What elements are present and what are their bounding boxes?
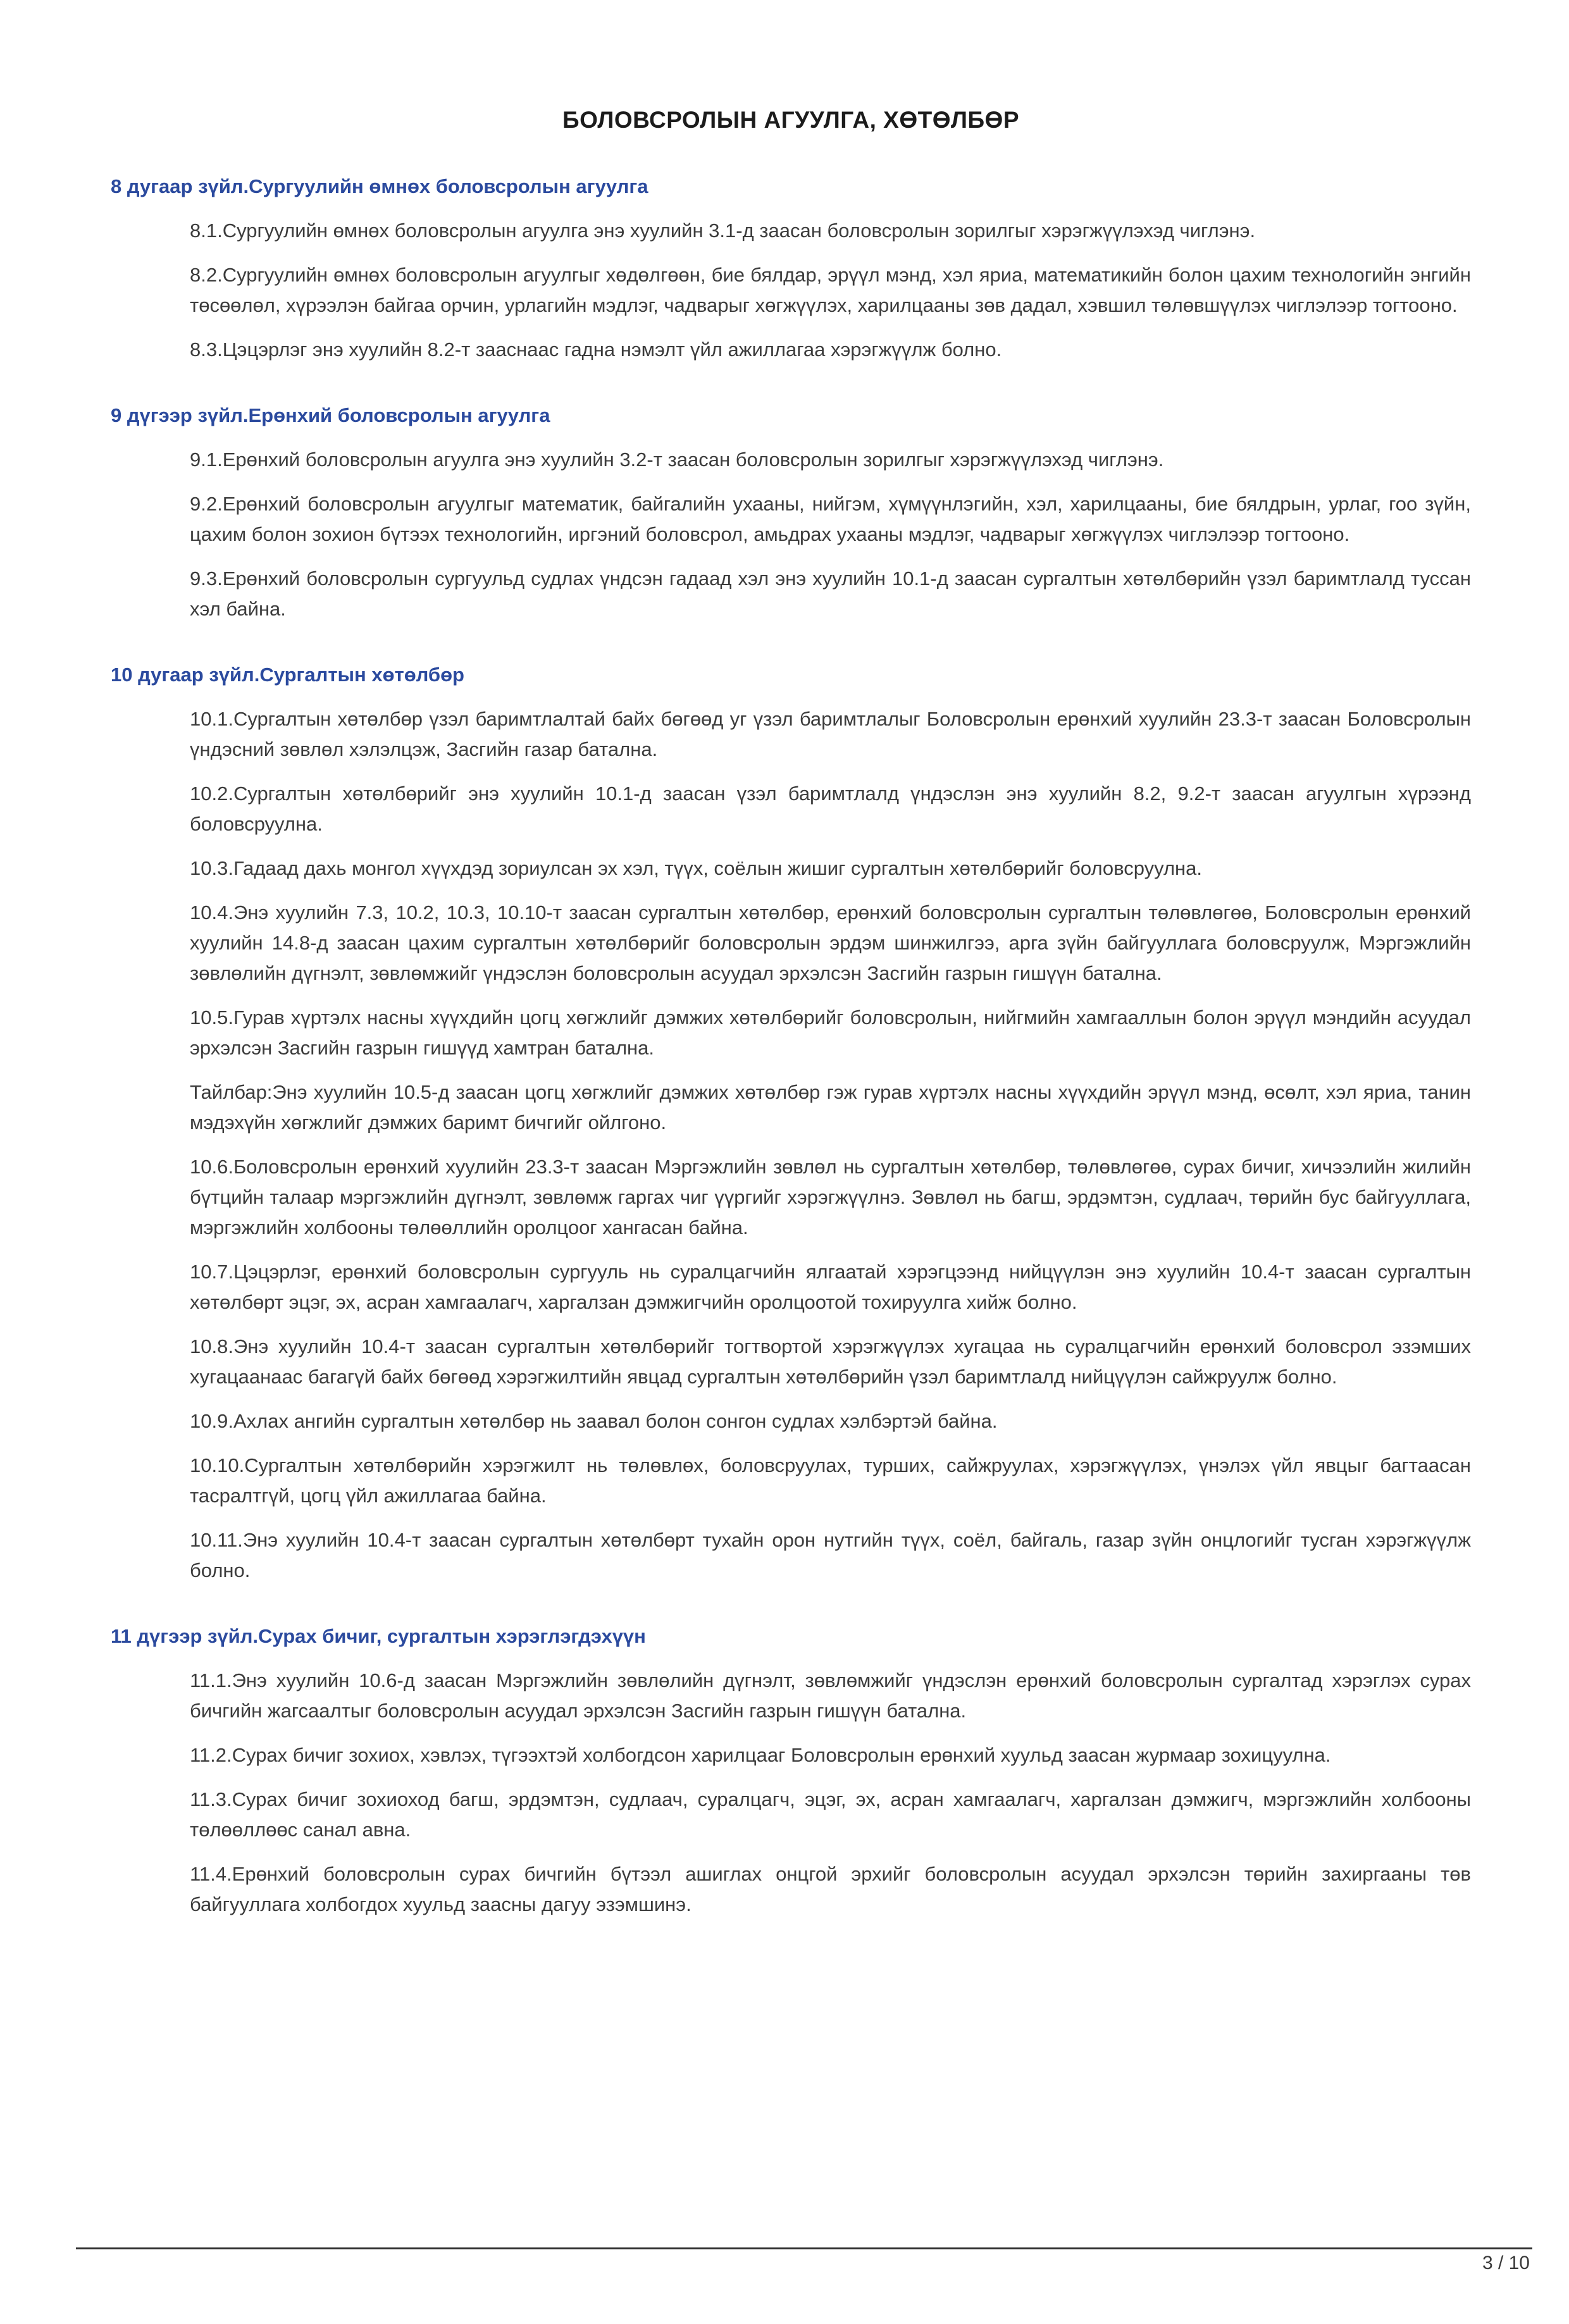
section-article-9 [111, 400, 1471, 624]
paragraph-10-3: 10.3.Гадаад дахь монгол хүүхдэд зориулсан эх хэл, түүх, соёлын жишиг сургалтын хөтөлбөрийг боловсруулна. [190, 857, 1203, 879]
paragraph-10-7: 10.7.Цэцэрлэг, ерөнхий боловсролын сургууль нь суралцагчийн ялгаатай хэрэгцээнд нийцүүлэн энэ хуулийн 10.4-т заасан сургалтын хөтөлбөрт эцэг, эх, асран хамгаалагч, харгалзан дэмжигчийн оролцоотой тохируулга хийж болно. [190, 1261, 1471, 1313]
paragraph-8-1: 8.1.Сургуулийн өмнөх боловсролын агуулга энэ хуулийн 3.1-д заасан боловсролын зорилгыг хэрэгжүүлэхэд чиглэнэ. [190, 219, 1256, 242]
paragraph-10-9: 10.9.Ахлах ангийн сургалтын хөтөлбөр нь заавал болон сонгон судлах хэлбэртэй байна. [190, 1410, 998, 1432]
section-heading-article-8: 8 дугаар зүйл.Сургуулийн өмнөх боловсролын агуулга [111, 175, 648, 197]
paragraph-10-6: 10.6.Боловсролын ерөнхий хуулийн 23.3-т заасан Мэргэжлийн зөвлөл нь сургалтын хөтөлбөр, төлөвлөгөө, сурах бичиг, хичээлийн жилийн бүтцийн талаар мэргэжлийн дүгнэлт, зөвлөмж гаргах чиг үүргийг хэрэгжүүлнэ. Зөвлөл нь багш, эрдэмтэн, судлаач, төрийн бус байгууллага, мэргэжлийн холбооны төлөөллийн оролцоог хангасан байна. [190, 1156, 1471, 1239]
paragraph-11-2: 11.2.Сурах бичиг зохиох, хэвлэх, түгээхтэй холбогдсон харилцааг Боловсролын ерөнхий хуульд заасан журмаар зохицуулна. [190, 1744, 1331, 1766]
paragraph-8-3: 8.3.Цэцэрлэг энэ хуулийн 8.2-т зааснаас гадна нэмэлт үйл ажиллагаа хэрэгжүүлж болно. [190, 338, 1002, 361]
section-article-11 [111, 1621, 1471, 1920]
paragraph-10-5: 10.5.Гурав хүртэлх насны хүүхдийн цогц хөгжлийг дэмжих хөтөлбөрийг боловсролын, нийгмийн хамгааллын болон эрүүл мэндийн асуудал эрхэлсэн Засгийн газрын гишүүд хамтран батална. [190, 1006, 1471, 1059]
section-heading-article-11: 11 дүгээр зүйл.Сурах бичиг, сургалтын хэрэглэгдэхүүн [111, 1625, 646, 1647]
paragraph-8-2: 8.2.Сургуулийн өмнөх боловсролын агуулгыг хөдөлгөөн, бие бялдар, эрүүл мэнд, хэл яриа, математикийн болон цахим технологийн энгийн төсөөлөл, хүрээлэн байгаа орчин, урлагийн мэдлэг, чадварыг хөгжүүлэх, харилцааны зөв дадал, хэвшил төлөвшүүлэх чиглэлээр тогтооно. [190, 264, 1471, 316]
document-page [0, 104, 1569, 1920]
section-heading-article-9: 9 дүгээр зүйл.Ерөнхий боловсролын агуулга [111, 404, 550, 426]
paragraph-10-4: 10.4.Энэ хуулийн 7.3, 10.2, 10.3, 10.10-т заасан сургалтын хөтөлбөр, ерөнхий боловсролын сургалтын төлөвлөгөө, Боловсролын ерөнхий хуулийн 14.8-д заасан цахим сургалтын хөтөлбөрийг боловсролын эрдэм шинжилгээ, арга зүйн байгууллага боловсруулж, Мэргэжлийн зөвлөлийн дүгнэлт, зөвлөмжийг үндэслэн боловсролын асуудал эрхэлсэн Засгийн газрын гишүүн батална. [190, 901, 1471, 984]
footer-divider [76, 2247, 1532, 2249]
page-title: БОЛОВСРОЛЫН АГУУЛГА, ХӨТӨЛБӨР [562, 107, 1020, 133]
paragraph-10-8: 10.8.Энэ хуулийн 10.4-т заасан сургалтын хөтөлбөрийг тогтвортой хэрэгжүүлэх хугацаа нь суралцагчийн ерөнхий боловсрол эзэмших хугацаанаас багагүй байх бөгөөд хэрэгжилтийн явцад сургалтын хөтөлбөрийн үзэл баримтлалд нийцүүлэн сайжруулж болно. [190, 1335, 1471, 1388]
page-number: 3 / 10 [1482, 2253, 1530, 2273]
paragraph-10-11: 10.11.Энэ хуулийн 10.4-т заасан сургалтын хөтөлбөрт тухайн орон нутгийн түүх, соёл, байгаль, газар зүйн онцлогийг тусган хэрэгжүүлж болно. [190, 1529, 1471, 1581]
paragraph-note-10-5: Тайлбар:Энэ хуулийн 10.5-д заасан цогц хөгжлийг дэмжих хөтөлбөр гэж гурав хүртэлх насны хүүхдийн эрүүл мэнд, өсөлт, хэл яриа, танин мэдэхүйн хөгжлийг дэмжих баримт бичгийг ойлгоно. [190, 1081, 1471, 1134]
paragraph-10-2: 10.2.Сургалтын хөтөлбөрийг энэ хуулийн 10.1-д заасан үзэл баримтлалд үндэслэн энэ хуулийн 8.2, 9.2-т заасан агуулгын хүрээнд боловсруулна. [190, 782, 1471, 835]
paragraph-11-3: 11.3.Сурах бичиг зохиоход багш, эрдэмтэн, судлаач, суралцагч, эцэг, эх, асран хамгаалагч, харгалзан дэмжигч, мэргэжлийн холбооны төлөөллөөс санал авна. [190, 1788, 1471, 1841]
section-heading-article-10: 10 дугаар зүйл.Сургалтын хөтөлбөр [111, 664, 464, 686]
paragraph-10-1: 10.1.Сургалтын хөтөлбөр үзэл баримтлалтай байх бөгөөд уг үзэл баримтлалыг Боловсролын ерөнхий хуулийн 23.3-т заасан Боловсролын үндэсний зөвлөл хэлэлцэж, Засгийн газар батална. [190, 708, 1471, 760]
paragraph-9-3: 9.3.Ерөнхий боловсролын сургуульд судлах үндсэн гадаад хэл энэ хуулийн 10.1-д заасан сургалтын хөтөлбөрийн үзэл баримтлалд туссан хэл байна. [190, 567, 1471, 620]
paragraph-9-1: 9.1.Ерөнхий боловсролын агуулга энэ хуулийн 3.2-т заасан боловсролын зорилгыг хэрэгжүүлэхэд чиглэнэ. [190, 448, 1164, 471]
paragraph-11-4: 11.4.Ерөнхий боловсролын сурах бичгийн бүтээл ашиглах онцгой эрхийг боловсролын асуудал эрхэлсэн төрийн захиргааны төв байгууллага холбогдох хуульд заасны дагуу эзэмшинэ. [190, 1863, 1471, 1915]
paragraph-10-10: 10.10.Сургалтын хөтөлбөрийн хэрэгжилт нь төлөвлөх, боловсруулах, турших, сайжруулах, хэрэгжүүлэх, үнэлэх үйл явцыг багтаасан тасралтгүй, цогц үйл ажиллагаа байна. [190, 1454, 1471, 1507]
section-article-10 [111, 660, 1471, 1586]
paragraph-9-2: 9.2.Ерөнхий боловсролын агуулгыг математик, байгалийн ухааны, нийгэм, хүмүүнлэгийн, хэл, харилцааны, бие бялдрын, урлаг, гоо зүйн, цахим болон зохион бүтээх технологийн, иргэний боловсрол, амьдрах ухааны мэдлэг, чадварыг хөгжүүлэх чиглэлээр тогтооно. [190, 493, 1471, 545]
paragraph-11-1: 11.1.Энэ хуулийн 10.6-д заасан Мэргэжлийн зөвлөлийн дүгнэлт, зөвлөмжийг үндэслэн ерөнхий боловсролын сургалтад хэрэглэх сурах бичгийн жагсаалтыг боловсролын асуудал эрхэлсэн Засгийн газрын гишүүн батална. [190, 1669, 1471, 1722]
section-article-8 [111, 171, 1471, 365]
